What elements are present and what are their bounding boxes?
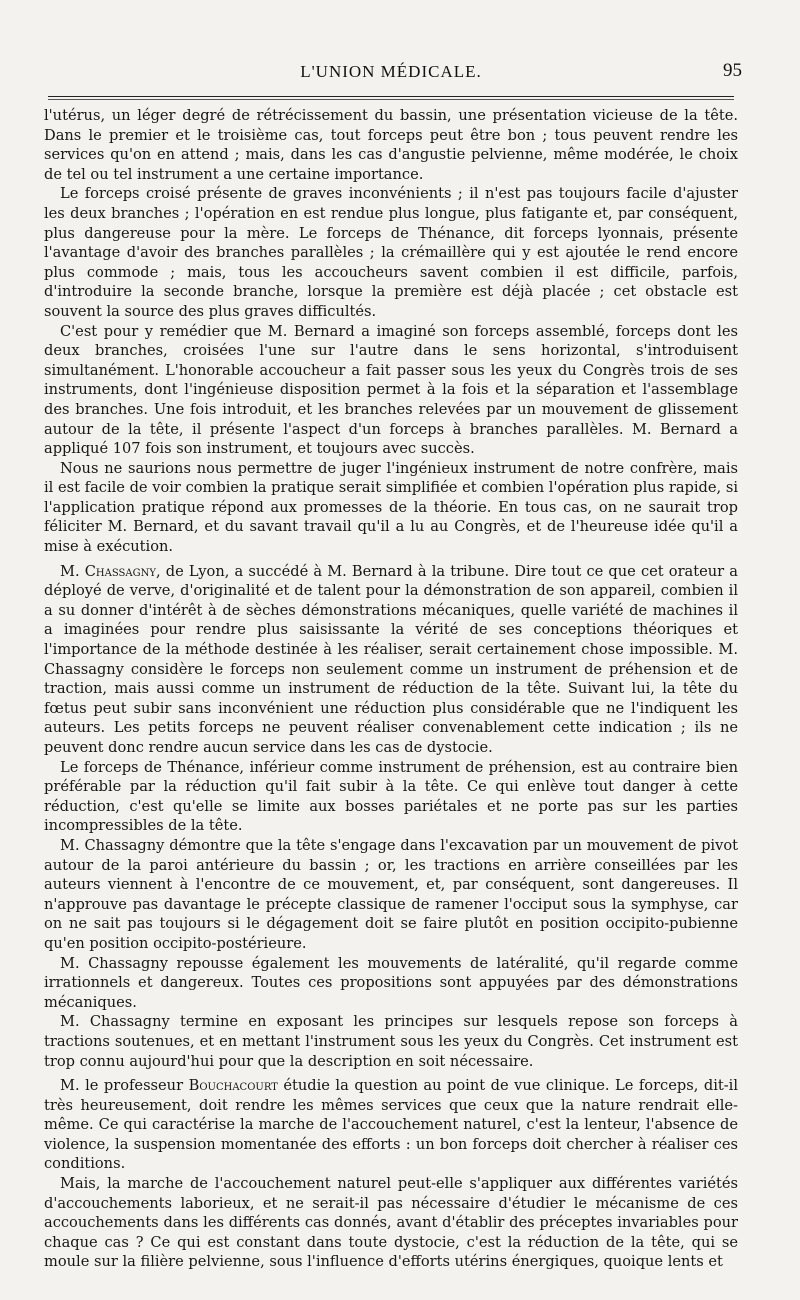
paragraph: l'utérus, un léger degré de rétrécissement du bassin, une présentation vicieuse de la tête. Dans le premier et le troisième cas, tout forceps peut être bon ; tous peuvent rendre les services qu'on en attend ; mais, dans les cas d'angustie pelvienne, même modérée, le choix de tel ou tel instrument a une certaine importance. (44, 107, 738, 183)
paragraph: C'est pour y remédier que M. Bernard a imaginé son forceps assemblé, forceps dont les deux branches, croisées l'une sur l'autre dans le sens horizontal, s'introduisent simultanément. L'honorable accoucheur a fait passer sous les yeux du Congrès trois de ses instruments, dont l'ingénieuse disposition permet à la fois et la séparation et l'assemblage des branches. Une fois introduit, et les branches relevées par un mouvement de glissement autour de la tête, il présente l'aspect d'un forceps à branches parallèles. M. Bernard a appliqué 107 fois son instrument, et toujours avec succès. (44, 322, 738, 458)
paragraph (44, 1076, 738, 1174)
speaker-name: Chassagny (84, 562, 156, 580)
paragraph-lead: M. (60, 562, 85, 580)
header-rule (48, 96, 734, 100)
page-number: 95 (723, 60, 742, 81)
paragraph: M. Chassagny démontre que la tête s'engage dans l'excavation par un mouvement de pivot autour de la paroi antérieure du bassin ; or, les tractions en arrière conseillées par les auteurs viennent à l'encontre de ce mouvement, et, par conséquent, sont dangereuses. Il n'approuve pas davantage le précepte classique de ramener l'occiput sous la symphyse, car on ne sait pas toujours si le dégagement doit se faire plutôt en position occipito-pubienne qu'en position occipito-postérieure. (44, 836, 738, 952)
paragraph: M. Chassagny repousse également les mouvements de latéralité, qu'il regarde comme irrationnels et dangereux. Toutes ces propositions sont appuyées par des démonstrations mécaniques. (44, 954, 738, 1011)
paragraph: Le forceps croisé présente de graves inconvénients ; il n'est pas toujours facile d'ajuster les deux branches ; l'opération en est rendue plus longue, plus fatigante et, par conséquent, plus dangereuse pour la mère. Le forceps de Thénance, dit forceps lyonnais, présente l'avantage d'avoir des branches parallèles ; la crémaillère qui y est ajoutée le rend encore plus commode ; mais, tous les accoucheurs savent combien il est difficile, parfois, d'introduire la seconde branche, lorsque la première est déjà placée ; cet obstacle est souvent la source des plus graves difficultés. (44, 185, 738, 320)
paragraph: Le forceps de Thénance, inférieur comme instrument de préhension, est au contraire bien préférable par la réduction qu'il fait subir à la tête. Ce qui enlève tout danger à cette réduction, c'est qu'elle se limite aux bosses pariétales et ne porte pas sur les parties incompressibles de la tête. (44, 758, 738, 835)
document-page (44, 58, 742, 1290)
paragraph-lead: M. le professeur (60, 1077, 189, 1095)
paragraph-text: étudie la question au point de vue clinique. Le forceps, dit-il très heureusement, doit rendre les mêmes services que ceux que la nature rendrait elle-même. Ce qui caractérise la marche de l'accouchement naturel, c'est la lenteur, l'absence de violence, la suspension momentanée des efforts : un bon forceps doit chercher à réaliser ces conditions. (44, 1077, 739, 1173)
paragraph: Mais, la marche de l'accouchement naturel peut-elle s'appliquer aux différentes variétés d'accouchements laborieux, et ne serait-il pas nécessaire d'étudier le mécanisme de ces accouchements dans les différents cas donnés, avant d'établir des préceptes invariables pour chaque cas ? Ce qui est constant dans toute dystocie, c'est la réduction de la tête, qui se moule sur la filière pelvienne, sous l'influence d'efforts utérins énergiques, quoique lents et (44, 1175, 738, 1271)
page-header (44, 58, 742, 94)
speaker-name: Bouchacourt (188, 1077, 278, 1095)
paragraph (44, 562, 738, 758)
paragraph-text: , de Lyon, a succédé à M. Bernard à la tribune. Dire tout ce que cet orateur a déployé de verve, d'originalité et de talent pour la démonstration de son appareil, combien il a su donner d'intérêt à de sèches démonstrations mécaniques, quelle variété de machines il a imaginées pour rendre plus saisissante la vérité de ses conceptions théoriques et l'importance de la méthode destinée à les réaliser, serait certainement chose impossible. M. Chassagny considère le forceps non seulement comme un instrument de préhension et de traction, mais aussi comme un instrument de réduction de la tête. Suivant lui, la tête du fœtus peut subir sans inconvénient une réduction plus considérable que ne l'indiquent les auteurs. Les petits forceps ne peuvent réaliser convenablement cette indication ; ils ne peuvent donc rendre aucun service dans les cas de dystocie. (44, 562, 738, 756)
running-title: L'UNION MÉDICALE. (300, 62, 482, 81)
paragraph: M. Chassagny termine en exposant les principes sur lesquels repose son forceps à tractions soutenues, et en mettant l'instrument sous les yeux du Congrès. Cet instrument est trop connu aujourd'hui pour que la description en soit nécessaire. (44, 1013, 738, 1070)
paragraph: Nous ne saurions nous permettre de juger l'ingénieux instrument de notre confrère, mais il est facile de voir combien la pratique serait simplifiée et combien l'opération plus rapide, si l'application pratique répond aux promesses de la théorie. En tous cas, on ne saurait trop féliciter M. Bernard, et du savant travail qu'il a lu au Congrès, et de l'heureuse idée qu'il a mise à exécution. (44, 459, 738, 556)
article-body (44, 106, 738, 1272)
